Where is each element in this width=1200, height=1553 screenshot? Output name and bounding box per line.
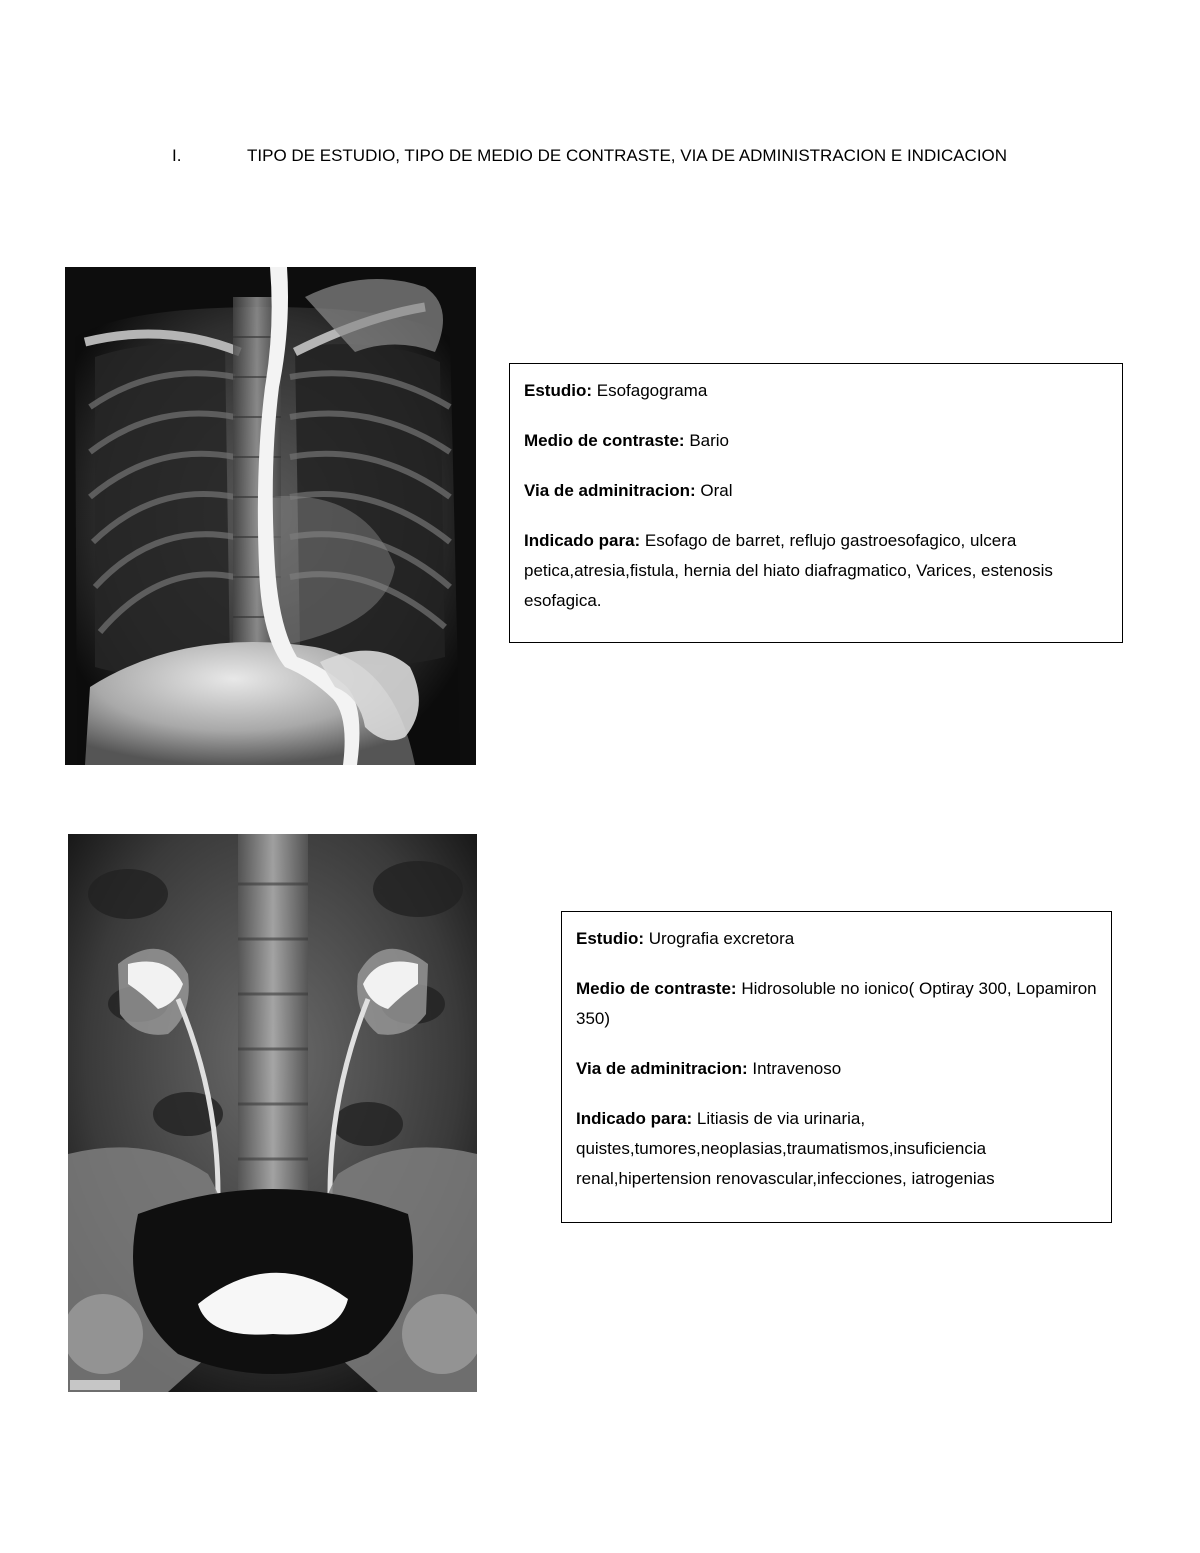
medio-value: Hidrosoluble no ionico( Optiray 300, Lopamiron 350) <box>576 979 1097 1028</box>
via-value: Intravenoso <box>752 1059 842 1078</box>
via-label: Via de adminitracion: <box>524 481 696 500</box>
urografia-info-box <box>561 911 1112 1223</box>
urografia-xray-drawing <box>68 834 477 1392</box>
heading-number: I. <box>172 146 182 165</box>
estudio-label: Estudio: <box>576 929 644 948</box>
via-label: Via de adminitracion: <box>576 1059 748 1078</box>
heading-text: TIPO DE ESTUDIO, TIPO DE MEDIO DE CONTRASTE, VIA DE ADMINISTRACION E INDICACION <box>247 146 1008 165</box>
estudio-line <box>524 376 1108 406</box>
indicado-label: Indicado para: <box>524 531 641 550</box>
via-line <box>524 476 1108 506</box>
indicado-value: Litiasis de via urinaria, quistes,tumores,neoplasias,traumatismos,insuficiencia renal,hipertension renovascular,infecciones, iatrogenias <box>576 1109 995 1188</box>
via-value: Oral <box>700 481 733 500</box>
indicado-value: Esofago de barret, reflujo gastroesofagico, ulcera petica,atresia,fistula, hernia del hiato diafragmatico, Varices, estenosis esofagica. <box>524 531 1053 610</box>
estudio-value: Urografia excretora <box>648 929 795 948</box>
urografia-xray-image <box>68 834 477 1392</box>
esofagograma-xray-image <box>65 267 476 765</box>
medio-value: Bario <box>689 431 730 450</box>
medio-line <box>576 974 1097 1034</box>
estudio-label: Estudio: <box>524 381 592 400</box>
estudio-line <box>576 924 1097 954</box>
medio-line <box>524 426 1108 456</box>
indicado-line <box>576 1104 1097 1194</box>
medio-label: Medio de contraste: <box>524 431 685 450</box>
via-line <box>576 1054 1097 1084</box>
indicado-line <box>524 526 1108 616</box>
estudio-value: Esofagograma <box>596 381 708 400</box>
indicado-label: Indicado para: <box>576 1109 693 1128</box>
esofagograma-info-box <box>509 363 1123 643</box>
medio-label: Medio de contraste: <box>576 979 737 998</box>
esofagograma-xray-drawing <box>65 267 476 765</box>
